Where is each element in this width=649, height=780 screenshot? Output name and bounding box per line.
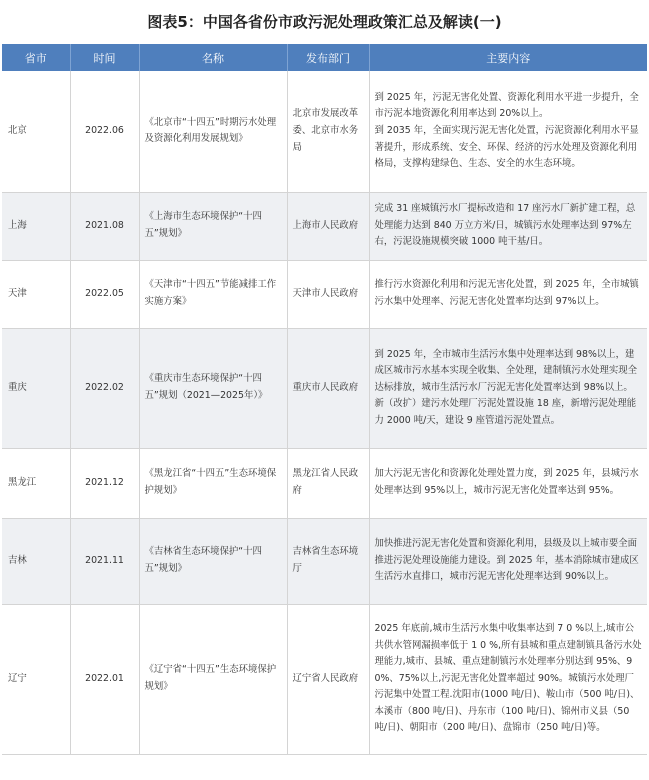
policy-name-cell: 《黑龙江省“十四五”生态环境保护规划》 xyxy=(139,448,287,518)
date-cell: 2022.05 xyxy=(70,260,139,328)
table-row xyxy=(2,328,647,448)
province-cell: 上海 xyxy=(2,192,70,260)
province-cell: 吉林 xyxy=(2,518,70,604)
date-cell: 2022.01 xyxy=(70,604,139,754)
date-cell: 2021.12 xyxy=(70,448,139,518)
date-cell: 2022.06 xyxy=(70,71,139,192)
header-dept: 发布部门 xyxy=(287,44,369,71)
page-title: 图表5：中国各省份市政污泥处理政策汇总及解读(一) xyxy=(147,13,502,31)
content-cell: 推行污水资源化利用和污泥无害化处置，到 2025 年，全市城镇污水集中处理率、污泥无害化处置率均达到 97%以上。 xyxy=(369,260,647,328)
content-cell xyxy=(369,71,647,192)
header-province: 省市 xyxy=(2,44,70,71)
dept-cell: 吉林省生态环境厅 xyxy=(287,518,369,604)
table-row xyxy=(2,71,647,192)
table-header-row xyxy=(2,44,647,71)
policy-name-cell: 《重庆市生态环境保护“十四五”规划（2021—2025年）》 xyxy=(139,328,287,448)
dept-cell: 天津市人民政府 xyxy=(287,260,369,328)
table-row xyxy=(2,448,647,518)
header-date: 时间 xyxy=(70,44,139,71)
content-cell: 完成 31 座城镇污水厂提标改造和 17 座污水厂新扩建工程，总处理能力达到 840 万立方米/日，城镇污水处理率达到 97%左右，污泥设施规模突破 1000 吨干基/日。 xyxy=(369,192,647,260)
content-cell: 加大污泥无害化和资源化处理处置力度，到 2025 年，县城污水处理率达到 95%以上，城市污泥无害化处置率达到 95%。 xyxy=(369,448,647,518)
province-cell: 黑龙江 xyxy=(2,448,70,518)
province-cell: 重庆 xyxy=(2,328,70,448)
policy-table xyxy=(2,44,647,755)
content-cell: 2025 年底前,城市生活污水集中收集率达到 7 0 %以上,城市公共供水管网漏损率低于 1 0 %,所有县城和重点建制镇具备污水处理能力,城市、县城、重点建制镇污水处理率分别达到 95%、90%、75%以上,污泥无害化处置率超过 90%。城镇污水处理厂污泥集中处置工程.沈阳市(1000 吨/日)、鞍山市（500 吨/日)、本溪市（800 吨/日)、丹东市（100 吨/日)、锦州市义县（50 吨/日)、朝阳市（200 吨/日)、盘锦市（250 吨/日)等。 xyxy=(369,604,647,754)
content-cell: 加快推进污泥无害化处置和资源化利用，县级及以上城市要全面推进污泥处理设施能力建设。到 2025 年，基本消除城市建成区生活污水直排口，城市污泥无害化处理率达到 90%以上。 xyxy=(369,518,647,604)
date-cell: 2021.11 xyxy=(70,518,139,604)
table-row xyxy=(2,260,647,328)
header-name: 名称 xyxy=(139,44,287,71)
content-paragraph: 到 2025 年，污泥无害化处置、资源化利用水平进一步提升，全市污泥本地资源化利用率达到 20%以上。 xyxy=(374,91,639,120)
table-row xyxy=(2,518,647,604)
province-cell: 北京 xyxy=(2,71,70,192)
policy-name-cell: 《北京市“十四五”时期污水处理及资源化利用发展规划》 xyxy=(139,71,287,192)
date-cell: 2021.08 xyxy=(70,192,139,260)
dept-cell: 辽宁省人民政府 xyxy=(287,604,369,754)
header-content: 主要内容 xyxy=(369,44,647,71)
table-row xyxy=(2,192,647,260)
policy-name-cell: 《天津市“十四五”节能减排工作实施方案》 xyxy=(139,260,287,328)
province-cell: 天津 xyxy=(2,260,70,328)
dept-cell: 重庆市人民政府 xyxy=(287,328,369,448)
dept-cell: 北京市发展改革委、北京市水务局 xyxy=(287,71,369,192)
date-cell: 2022.02 xyxy=(70,328,139,448)
dept-cell: 上海市人民政府 xyxy=(287,192,369,260)
policy-name-cell: 《吉林省生态环境保护“十四五”规划》 xyxy=(139,518,287,604)
province-cell: 辽宁 xyxy=(2,604,70,754)
policy-name-cell: 《辽宁省“十四五”生态环境保护规划》 xyxy=(139,604,287,754)
content-cell: 到 2025 年，全市城市生活污水集中处理率达到 98%以上，建成区城市污水基本实现全收集、全处理，建制镇污水处理实现全达标排放，城市生活污水厂污泥无害化处置率达到 98%以上。新（改扩）建污水处理厂污泥处置设施 18 座，新增污泥处理能力 2000 吨/天，建设 9 座管道污泥处置点。 xyxy=(369,328,647,448)
content-paragraph: 到 2035 年，全面实现污泥无害化处置，污泥资源化利用水平显著提升，形成系统、安全、环保、经济的污水处理及资源化利用格局，支撑构建绿色、生态、安全的水生态环境。 xyxy=(374,124,639,170)
policy-name-cell: 《上海市生态环境保护“十四五”规划》 xyxy=(139,192,287,260)
dept-cell: 黑龙江省人民政府 xyxy=(287,448,369,518)
table-row xyxy=(2,604,647,754)
